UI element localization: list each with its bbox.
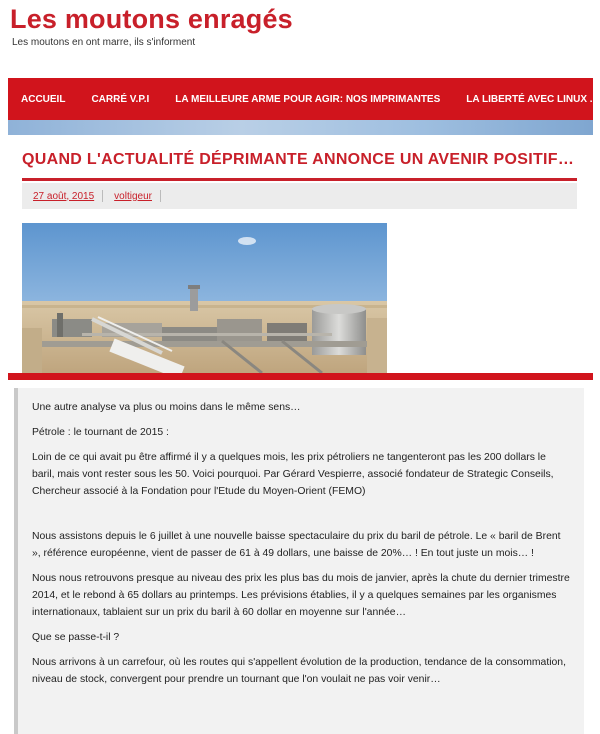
meta-separator [160, 190, 161, 202]
post-paragraph: Loin de ce qui avait pu être affirmé il y a quelques mois, les prix pétroliers ne tangenteront pas les 200 dollars le baril, mais vont rester sous les 50. Voici pourquoi. Par Gérard Vespierre, associé fondateur de Strategic Conseils, Chercheur associé à la Fondation pour l'Etude du Moyen-Orient (FEMO) [32, 452, 554, 497]
post-paragraph: Une autre analyse va plus ou moins dans le même sens… [32, 402, 301, 413]
meta-separator [102, 190, 103, 202]
post-author-link[interactable]: voltigeur [114, 190, 152, 202]
oil-refinery-photo [22, 223, 387, 373]
header-banner-strip [8, 120, 593, 135]
post-meta [22, 183, 577, 209]
post-question: Que se passe-t-il ? [32, 632, 120, 643]
post-paragraph: Nous assistons depuis le 6 juillet à une nouvelle baisse spectaculaire du prix du baril de pétrole. Le « baril de Brent », référence européenne, vient de passer de 61 à 49 dollars, une baisse de 20%… ! En tout juste un mois… ! [32, 531, 561, 559]
post-subheading: Pétrole : le tournant de 2015 : [32, 427, 169, 438]
featured-image [22, 223, 387, 373]
post-title[interactable]: QUAND L'ACTUALITÉ DÉPRIMANTE ANNONCE UN AVENIR POSITIF… [22, 151, 575, 168]
post-date-link[interactable]: 27 août, 2015 [33, 190, 95, 202]
nav-item-linux[interactable]: LA LIBERTÉ AVEC LINUX .. [466, 93, 596, 105]
content-divider [8, 373, 593, 380]
title-divider [22, 178, 577, 181]
main-navigation [8, 78, 596, 120]
site-tagline: Les moutons en ont marre, ils s'informent [12, 37, 196, 48]
site-title[interactable]: Les moutons enragés [10, 4, 293, 34]
post-paragraph: Nous arrivons à un carrefour, où les routes qui s'appellent évolution de la production, tendance de la consommation, niveau de stock, convergent pour prendre un tournant que l'on voulait ne pas voir venir… [32, 657, 566, 685]
nav-item-carre-vpi[interactable]: CARRÉ V.P.I [91, 93, 150, 105]
nav-item-imprimantes[interactable]: LA MEILLEURE ARME POUR AGIR: NOS IMPRIMANTES [175, 93, 441, 105]
nav-item-accueil[interactable]: ACCUEIL [21, 93, 66, 105]
post-paragraph: Nous nous retrouvons presque au niveau des prix les plus bas du mois de janvier, après la chute du dernier trimestre 2014, et le rebond à 65 dollars au printemps. Les prévisions établies, il y a quelques semaines par les organismes internationaux, tablaient sur un prix du baril à 60 dollar en moyenne sur l'année… [32, 573, 570, 618]
post-content [14, 388, 584, 734]
